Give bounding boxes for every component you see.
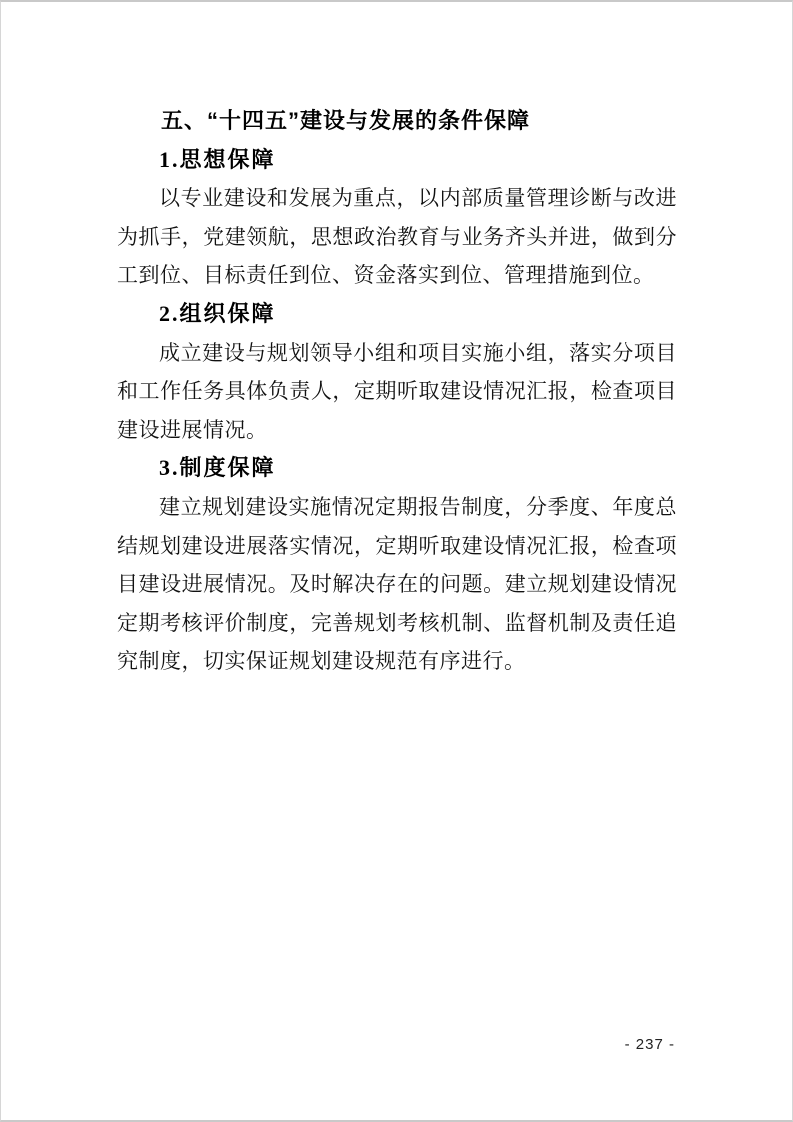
- page-content: [117, 102, 677, 681]
- section-title-organizational: 2.组织保障: [159, 300, 276, 326]
- section-title-institutional: 3.制度保障: [159, 455, 276, 481]
- section-title-ideological: 1.思想保障: [159, 146, 276, 172]
- section-paragraph-organizational: 成立建设与规划领导小组和项目实施小组，落实分项目和工作任务具体负责人，定期听取建设情况汇报，检查项目建设进展情况。: [117, 340, 677, 442]
- page-number: - 237 -: [624, 1036, 675, 1053]
- section-paragraph-ideological: 以专业建设和发展为重点，以内部质量管理诊断与改进为抓手，党建领航，思想政治教育与业务齐头并进，做到分工到位、目标责任到位、资金落实到位、管理措施到位。: [117, 186, 677, 288]
- chapter-heading: 五、“十四五”建设与发展的条件保障: [161, 108, 531, 133]
- section-paragraph-institutional: 建立规划建设实施情况定期报告制度，分季度、年度总结规划建设进展落实情况，定期听取建设情况汇报，检查项目建设进展情况。及时解决存在的问题。建立规划建设情况定期考核评价制度，完善规划考核机制、监督机制及责任追究制度，切实保证规划建设规范有序进行。: [117, 494, 677, 674]
